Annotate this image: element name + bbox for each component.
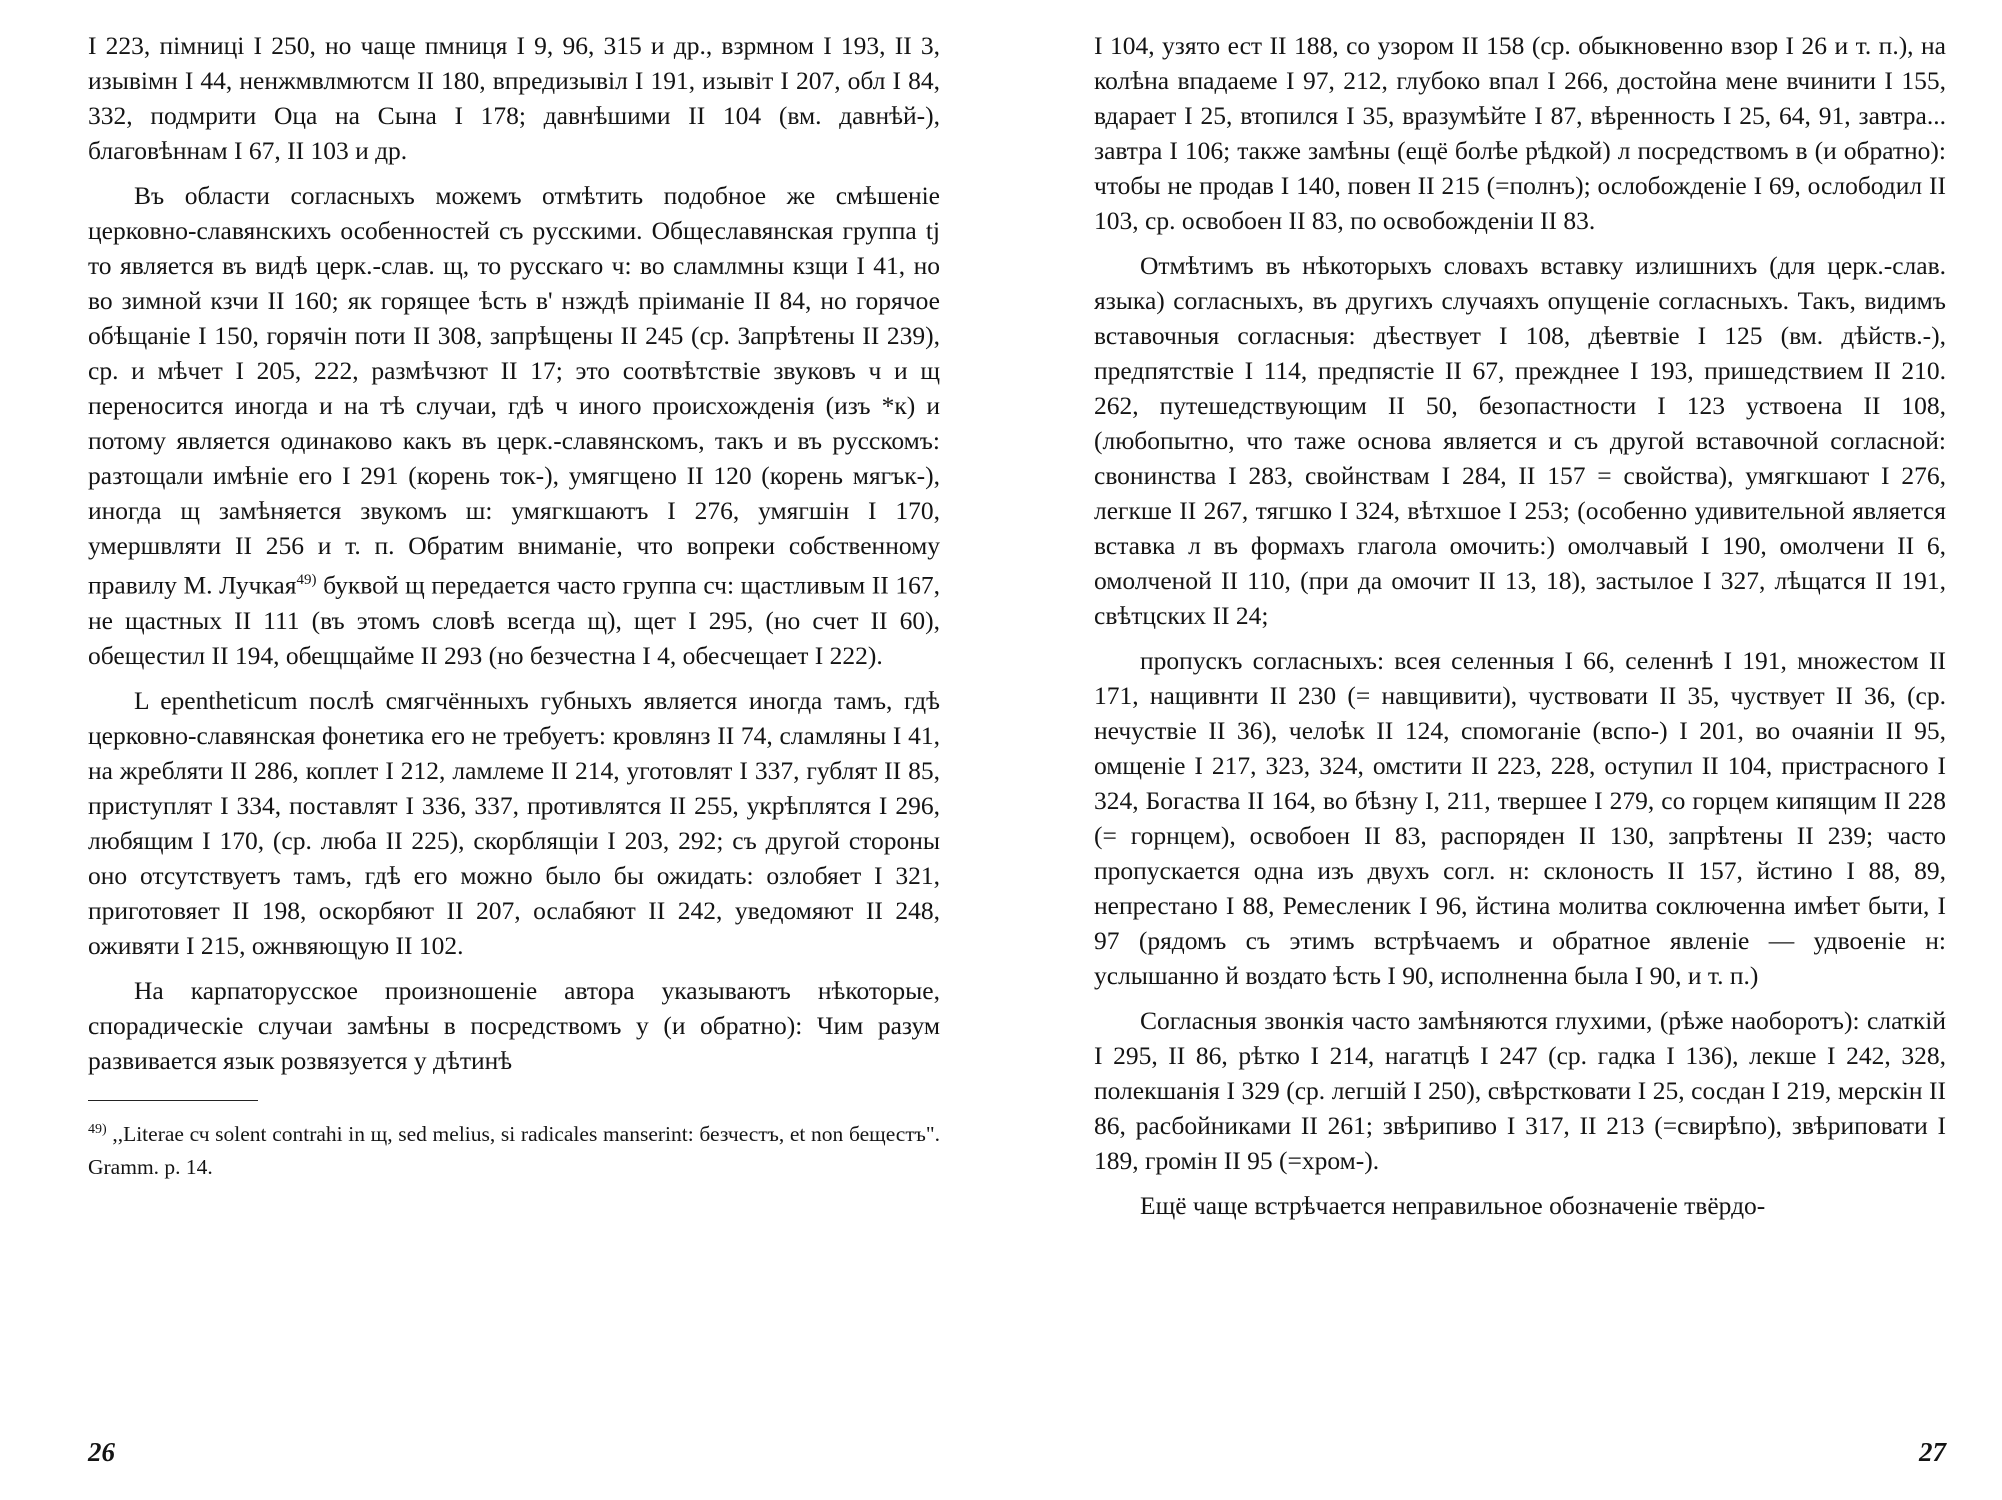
right-paragraph-5: Ещё чаще встрѣчается неправильное обозначеніе твёрдо- <box>1140 1191 1766 1220</box>
left-paragraph-1: I 223, пімниці I 250, но чаще пмниця I 9, 96, 315 и др., взрмном I 193, II 3, изывімн I 44, ненжмвлмютсм II 180, впредизывіл I 191, изывіт I 207, обл I 84, 332, подмрити Оца на Сына I 178; давнѣшими II 104 (вм. давнѣй-), благовѣннам I 67, II 103 и др. <box>88 31 940 165</box>
footnote-reference: 49) <box>296 572 317 588</box>
right-paragraph-1: I 104, узято ест II 188, со узором II 158 (ср. обыкновенно взор I 26 и т. п.), на колѣна впадаеме I 97, 212, глубоко впал I 266, достойна мене вчинити I 155, вдарает I 25, втопился I 35, вразумѣйте I 87, вѣренность I 25, 64, 91, завтра... завтра I 106; также замѣны (ещё болѣе рѣдкой) л посредствомъ в (и обратно): чтобы не продав I 140, повен II 215 (=полнъ); ослобожденіе I 69, ослободил II 103, ср. освобоен II 83, по освобожденіи II 83. <box>1094 31 1946 235</box>
footnote <box>88 1113 940 1184</box>
left-page <box>88 28 940 1468</box>
left-paragraph-4: На карпаторусское произношеніе автора указываютъ нѣкоторые, спорадическіе случаи замѣны в посредствомъ у (и обратно): Чим разум развивается язык розвязуется у дѣтинѣ <box>88 975 940 1075</box>
footnote-text: ,,Literae сч solent contrahi in щ, sed melius, si radicales manserint: безчестъ, et non бещестъ". Gramm. p. 14. <box>88 1121 940 1179</box>
left-paragraph-2-cont: буквой щ передается часто группа сч: щастливым II 167, не щастных II 111 (въ этомъ словѣ всегда щ), щет I 295, (но счет II 60), обещестил II 194, обещщайме II 293 (но безчестна I 4, обесчещает I 222). <box>88 570 941 670</box>
left-paragraph-2 <box>88 178 940 673</box>
footnote-mark: 49) <box>88 1121 107 1137</box>
left-paragraph-2-text: Въ области согласныхъ можемъ отмѣтить подобное же смѣшеніе церковно-славянскихъ особенностей съ русскими. Общеславянская группа tj то является въ видѣ церк.-слав. щ, то русскаго ч: во сламлмны кзщи I 41, но во зимной кзчи II 160; як горящее ѣсть в' нзждѣ пріиманіе II 84, но горячое обѣщаніе I 150, горячін поти II 308, запрѣщены II 245 (ср. Запрѣтены II 239), ср. и мѣчет I 205, 222, размѣчзют II 17; это соотвѣтствіе звуковъ ч и щ переносится иногда и на тѣ случаи, гдѣ ч иного происхожденія (изъ *к) и потому является одинаково какъ въ церк.-славянскомъ, такъ и въ русскомъ: разтощали имѣніе его I 291 (корень ток-), умягщено II 120 (корень мягък-), иногда щ замѣняется звукомъ ш: умягкшаютъ I 276, умягшін I 170, умершвляти II 256 и т. п. Обратим вниманіе, что вопреки собственному правилу М. Лучкая <box>88 181 940 600</box>
left-paragraph-3: L epentheticum послѣ смягчённыхъ губныхъ является иногда тамъ, гдѣ церковно-славянская фонетика его не требуетъ: кровлянз II 74, сламляны I 41, на жребляти II 286, коплет I 212, ламлеме II 214, уготовлят I 337, гублят II 85, приступлят I 334, поставлят I 336, 337, противлятся II 255, укрѣплятся I 296, любящим I 170, (ср. люба II 225), скорблящіи I 203, 292; съ другой стороны оно отсутствуетъ тамъ, гдѣ его можно было бы ожидать: озлобяет I 321, приготовяет II 198, оскорбяют II 207, ослабяют II 242, уведомяют II 248, оживяти I 215, ожнвяющую II 102. <box>88 685 940 960</box>
footnote-divider <box>88 1100 258 1101</box>
right-paragraph-2: Отмѣтимъ въ нѣкоторыхъ словахъ вставку излишнихъ (для церк.-слав. языка) согласныхъ, въ другихъ случаяхъ опущеніе согласныхъ. Такъ, видимъ вставочныя согласныя: дѣествует I 108, дѣевтвіе I 125 (вм. дѣйств.-), предпятствіе I 114, предпястіе II 67, прежднее I 193, пришедствием II 210. 262, путешедствующим II 50, безопастности I 123 уствоена II 108, (любопытно, что таже основа является и съ другой вставочной согласной: свонинства I 283, свойнствам I 284, II 157 = свойства), умягкшают I 276, легкше II 267, тягшко I 324, вѣтхшое I 253; (особенно удивительной является вставка л въ формахъ глагола омочить:) омолчавый I 190, омолчени II 6, омолченой II 110, (при да омочит II 13, 18), застылое I 327, лѣщатся II 191, свѣтцских II 24; <box>1094 251 1946 630</box>
right-paragraph-3: пропускъ согласныхъ: всея селенныя I 66, селеннѣ I 191, множестом II 171, нащивнти II 230 (= навщивити), чуствовати II 35, чуствует II 36, (ср. нечуствіе II 36), челоѣк II 124, спомоганіе (вспо-) I 201, во очаяніи II 95, омщеніе I 217, 323, 324, омстити II 223, 228, оступил II 104, пристрасного I 324, Богаства II 164, во бѣзну I, 211, твершее I 279, со горцем кипящим II 228 (= горнцем), освобоен II 83, распоряден II 130, запрѣтены II 239; часто пропускается одна изъ двухъ согл. н: склоность II 157, йстино I 88, 89, непрестано I 88, Ремесленик I 96, йстина молитва соключенна имѣет быти, I 97 (рядомъ съ этимъ встрѣчаемъ и обратное явленіе — удвоеніе н: услышанно й воздато ѣсть I 90, исполненна была I 90, и т. п.) <box>1094 646 1946 990</box>
page-number-right: 27 <box>1919 1437 1946 1467</box>
page-number-left: 26 <box>88 1437 115 1467</box>
right-paragraph-4: Согласныя звонкія часто замѣняются глухими, (рѣже наоборотъ): слаткій I 295, II 86, рѣтко I 214, нагатцѣ I 247 (ср. гадка I 136), лекше I 242, 328, полекшанія I 329 (ср. легшій I 250), свѣрстковати I 25, сосдан I 219, мерскін II 86, расбойниками II 261; звѣрипиво I 317, II 213 (=свирѣпо), звѣриповати I 189, громін II 95 (=хром-). <box>1094 1006 1946 1175</box>
right-page <box>1094 28 1946 1468</box>
